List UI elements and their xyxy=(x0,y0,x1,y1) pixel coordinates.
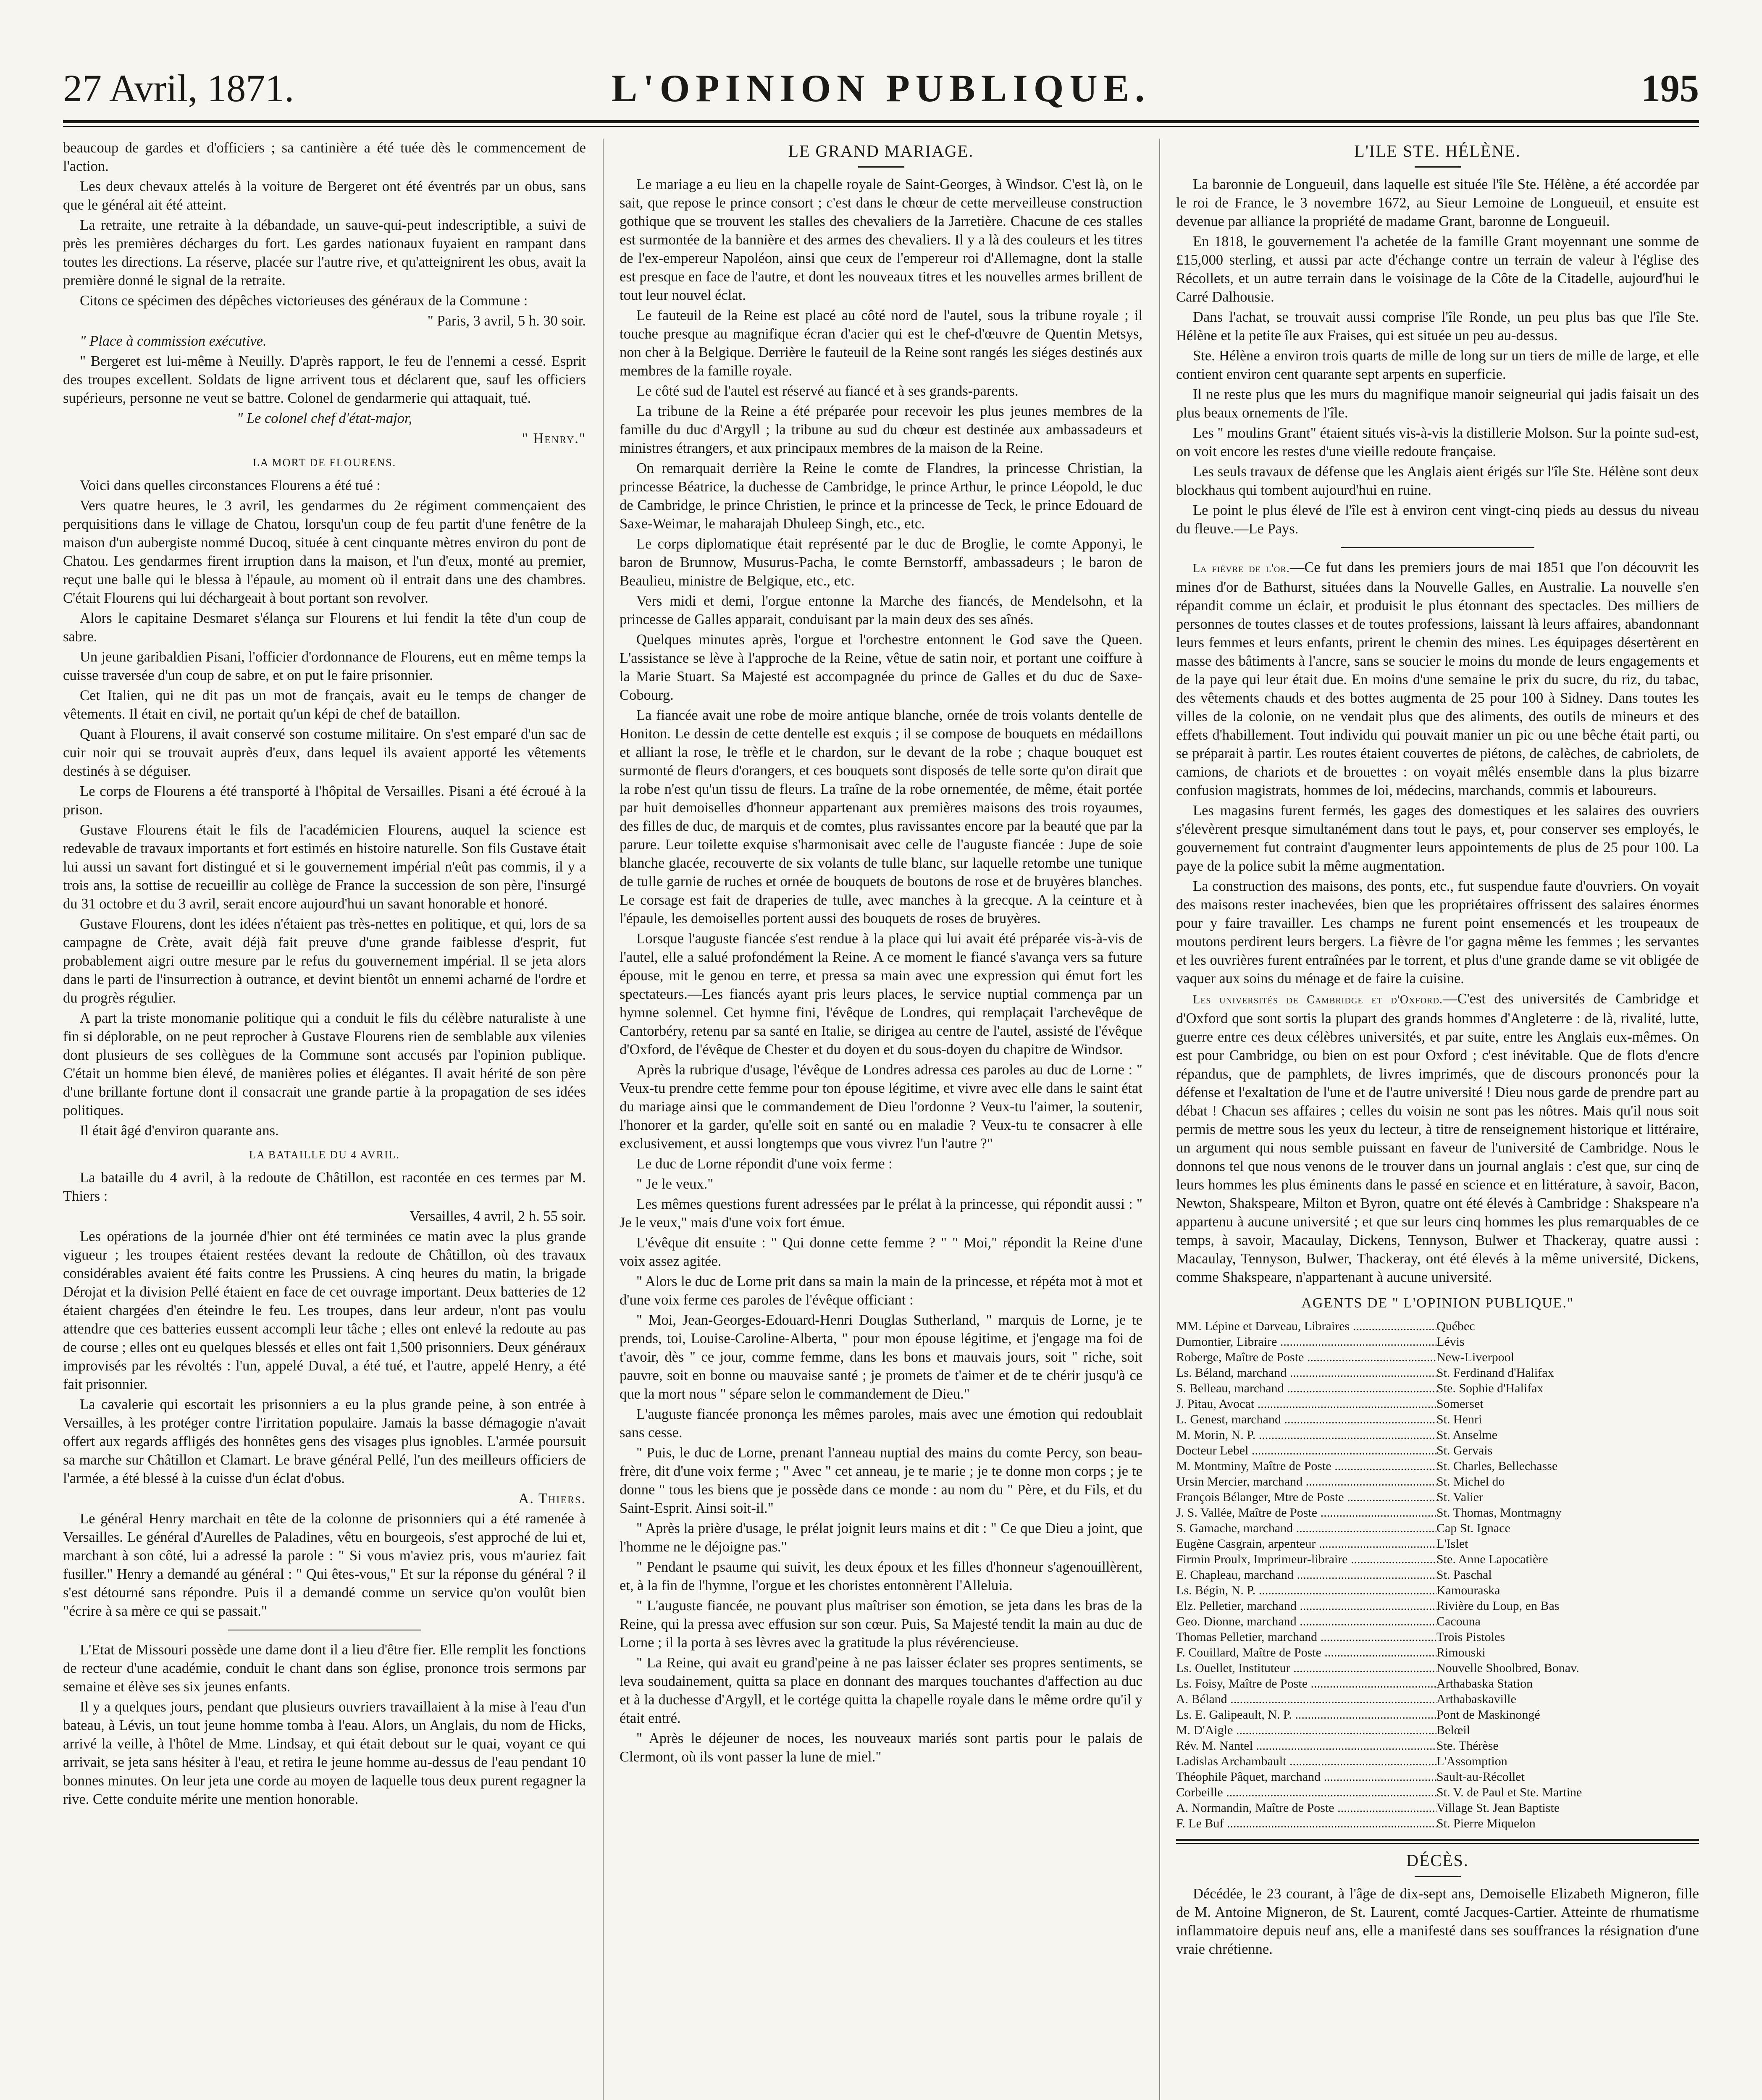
agent-place: Kamouraska xyxy=(1436,1583,1500,1597)
agent-place: Somerset xyxy=(1436,1397,1484,1411)
agent-name: M. Montminy, Maître de Poste ..... xyxy=(1176,1458,1436,1474)
paragraph: Vers quatre heures, le 3 avril, les gendarmes du 2e régiment commençaient des perquisitions dans le village de Chatou, lorsqu'un coup de feu partit d'une fenêtre de la maison d'un aubergiste nommé Ducoq, située à cent cinquante mètres environ du pont de Chatou. Les gendarmes firent irruption dans la maison, et l'un d'eux, monté au premier, reçut une balle qui le blessa à l'épaule, au moment où il entrait dans une des chambres. C'était Flourens qui lui déchargeait à bout portant son revolver. xyxy=(63,498,586,606)
agent-place: Rimouski xyxy=(1436,1646,1486,1659)
agent-row xyxy=(1176,1629,1699,1645)
agent-place: New-Liverpool xyxy=(1436,1350,1514,1364)
column-2 xyxy=(620,139,1142,2100)
agent-row xyxy=(1176,1754,1699,1769)
paragraph: Citons ce spécimen des dépêches victorieuses des généraux de la Commune : xyxy=(80,293,528,309)
agent-place: Lévis xyxy=(1436,1335,1465,1349)
agent-place: St. V. de Paul et Ste. Martine xyxy=(1436,1785,1582,1799)
agent-row xyxy=(1176,1489,1699,1505)
masthead-rule xyxy=(63,120,1699,123)
agent-place: St. Thomas, Montmagny xyxy=(1436,1506,1562,1520)
column-divider xyxy=(603,139,604,2100)
paragraph: La retraite, une retraite à la débandade, un sauve-qui-peut indescriptible, a suivi de près les premières décharges du fort. Les gardes nationaux fuyaient en rampant dans toutes les directions. La réserve, placée sur l'autre rive, et qu'atteignirent les obus, avait la première donné le signal de la retraite. xyxy=(63,217,586,289)
agent-row xyxy=(1176,1396,1699,1412)
agent-row xyxy=(1176,1349,1699,1365)
agent-place: Arthabaskaville xyxy=(1436,1692,1516,1706)
paragraph: Les deux chevaux attelés à la voiture de Bergeret ont été éventrés par un obus, sans que le général ait été atteint. xyxy=(63,178,586,213)
paragraph: " Pendant le psaume qui suivit, les deux époux et les filles d'honneur s'agenouillèrent, et, à la fin de l'hymne, l'orgue et les choristes entonnèrent l'Alleluia. xyxy=(620,1559,1142,1593)
paragraph: Voici dans quelles circonstances Flourens a été tué : xyxy=(80,478,381,494)
agent-row xyxy=(1176,1381,1699,1396)
agent-row xyxy=(1176,1583,1699,1598)
agent-row xyxy=(1176,1520,1699,1536)
dispatch-body: " Bergeret est lui-même à Neuilly. D'après rapport, le feu de l'ennemi a cessé. Esprit des troupes excellent. Soldats de ligne arrivent tous et déclarent que, sauf les officiers supérieurs, personne ne veut se battre. Colonel de gendarmerie qui attaquait, tué. xyxy=(63,353,586,406)
agent-name: Ls. Béland, marchand ..... xyxy=(1176,1365,1436,1381)
paragraph: On remarquait derrière la Reine le comte de Flandres, la princesse Christian, la princesse Béatrice, la duchesse de Cambridge, le prince Arthur, le prince Léopold, le duc de Cambridge, le prince Christien, le prince et la princesse de Teck, le prince Edouard de Saxe-Weimar, le maharajah Dhuleep Singh, etc., etc. xyxy=(620,460,1142,532)
paragraph: Le général Henry marchait en tête de la colonne de prisonniers qui a été ramenée à Versailles. Le général d'Aurelles de Paladines, vêtu en bourgeois, s'est approché de lui et, marchant à son côté, lui a adressé la parole : " Si vous m'aviez pris, vous m'auriez fait fusiller." Henry a demandé au général : " Qui êtes-vous," Et sur la réponse du général ? il s'est détourné sans répondre. Puis il a demandé comme un service qu'on voulût bien "écrire à sa mère ce qui se passait." xyxy=(63,1511,586,1619)
paragraph: L'Etat de Missouri possède une dame dont il a lieu d'être fier. Elle remplit les fonctions de recteur d'une académie, conduit le chant dans son église, prononce trois sermons par semaine et élève ses six jeunes enfants. xyxy=(63,1642,586,1695)
paragraph: Lorsque l'auguste fiancée s'est rendue à la place qui lui avait été préparée vis-à-vis de l'autel, elle a salué profondément la Reine. A ce moment le fiancé s'avança vers sa future épouse, mit le genou en terre, et pressa sa main avec une expression qui émut fort les spectateurs.—Les fiancés ayant pris leurs places, le service nuptial commença par un hymne solennel. Cet hymne fini, l'évêque de Londres, qui remplaçait l'archevêque de Cantorbéry, retenu par sa santé en Italie, se dirigea au centre de l'autel, assisté de l'évêque d'Oxford, de l'évêque de Chester et du doyen et du sous-doyen du chapitre de Windsor. xyxy=(620,931,1142,1058)
agents-heading: AGENTS DE " L'OPINION PUBLIQUE." xyxy=(1301,1295,1574,1311)
agent-name: S. Belleau, marchand ..... xyxy=(1176,1381,1436,1396)
agent-row xyxy=(1176,1536,1699,1551)
agent-row xyxy=(1176,1365,1699,1381)
agent-place: Ste. Sophie d'Halifax xyxy=(1436,1381,1544,1395)
paragraph: " La Reine, qui avait eu grand'peine à ne pas laisser éclater ses propres sentiments, se leva soudainement, quitta sa place en donnant des marques touchantes d'affection au duc et à la duchesse d'Argyll, et le cortége quitta la chapelle royale dans le même ordre qu'il y était entré. xyxy=(620,1655,1142,1726)
agent-place: Arthabaska Station xyxy=(1436,1677,1533,1690)
paragraph: La tribune de la Reine a été préparée pour recevoir les plus jeunes membres de la famille du duc d'Argyll ; la tribune au sud du chœur est destinée aux ambassadeurs et ministres étrangers, et aux principaux membres de la maison de la Reine. xyxy=(620,403,1142,456)
paragraph: La fiancée avait une robe de moire antique blanche, ornée de trois volants dentelle de Honiton. Le dessin de cette dentelle est exquis ; il se compose de bouquets en médaillons et alliant la rose, le trèfle et le chardon, sur le devant de la robe ; chaque bouquet est surmonté de fleurs d'orangers, et ces bouquets sont disposés de telle sorte qu'on dirait que la robe n'est qu'un tissu de fleurs. La traîne de la robe ornementée, de même, était portée par huit demoiselles d'honneur appartenant aux premières maisons des trois royaumes, des filles de duc, de marquis et de comtes, plus ravissantes encore par la beauté que par la parure. Leur toilette exquise s'harmonisait avec celle de l'auguste fiancée : Jupe de soie blanche glacée, recouverte de six volants de tulle blanc, sur laquelle retombe une tunique de tulle garnie de ruches et ornée de bouquets de boutons de rose et de bruyères blanches. Le corsage est fait de draperies de tulle, avec manches à la grecque. A la ceinture et à l'épaule, les demoiselles portent aussi des bouquets de roses de bruyères. xyxy=(620,707,1142,927)
agent-place: Rivière du Loup, en Bas xyxy=(1436,1599,1560,1613)
paragraph: Le point le plus élevé de l'île est à environ cent vingt-cinq pieds au dessus du niveau du fleuve.—Le Pays. xyxy=(1176,502,1699,537)
agent-name: Docteur Lebel ..... xyxy=(1176,1443,1436,1458)
agent-row xyxy=(1176,1598,1699,1614)
paragraph-lead: La fièvre de l'or. xyxy=(1193,562,1290,575)
paragraph: Il était âgé d'environ quarante ans. xyxy=(80,1123,279,1139)
separator-rule-thick xyxy=(1176,1839,1699,1841)
agent-place: Village St. Jean Baptiste xyxy=(1436,1801,1560,1815)
agent-place: L'Islet xyxy=(1436,1537,1468,1551)
separator-rule xyxy=(1341,547,1534,548)
agent-row xyxy=(1176,1707,1699,1722)
paragraph xyxy=(1176,558,1699,800)
agent-row xyxy=(1176,1505,1699,1520)
masthead xyxy=(63,63,1699,118)
dispatch-signature-name: " Henry." xyxy=(522,430,586,446)
paragraph: Il y a quelques jours, pendant que plusieurs ouvriers travaillaient à la mise à l'eau d'un bateau, à Lévis, un tout jeune homme tomba à l'eau. Alors, un Anglais, du nom de Hicks, arrivé la veille, à l'hôtel de Mme. Lindsay, et qui était debout sur le quai, voyant ce qui arrivait, se jeta sans hésiter à l'eau, et retira le jeune homme au-dessus de l'eau pendant 10 bonnes minutes. On leur jeta une corde au moyen de laquelle tous deux purent regagner la rive. Cette conduite mérite une mention honorable. xyxy=(63,1699,586,1807)
paragraph: beaucoup de gardes et d'officiers ; sa cantinière a été tuée dès le commencement de l'action. xyxy=(63,140,586,174)
paragraph: " Après la prière d'usage, le prélat joignit leurs mains et dit : " Ce que Dieu a joint, que l'homme ne le déjoigne pas." xyxy=(620,1520,1142,1555)
paragraph: Après la rubrique d'usage, l'évêque de Londres adressa ces paroles au duc de Lorne : " Veux-tu prendre cette femme pour ton épouse légitime, et vivre avec elle dans le saint état du mariage ainsi que le commandement de Dieu l'ordonne ? Veux-tu l'aimer, la soutenir, l'honorer et la garder, qu'elle soit en santé ou en maladie ? Veux-tu te consacrer à elle exclusivement, et aussi longtemps que vous vivrez l'un l'autre ?" xyxy=(620,1062,1142,1152)
section-subheading: LA MORT DE FLOURENS. xyxy=(252,457,397,469)
paragraph xyxy=(1176,990,1699,1286)
paragraph: La bataille du 4 avril, à la redoute de Châtillon, est racontée en ces termes par M. Thiers : xyxy=(63,1170,586,1204)
agent-place: St. Michel do xyxy=(1436,1475,1505,1488)
paragraph: Dans l'achat, se trouvait aussi comprise l'île Ronde, un peu plus bas que l'île Ste. Hélène et la petite île aux Fraises, qui est située un peu au-dessus. xyxy=(1176,309,1699,344)
agent-place: Pont de Maskinongé xyxy=(1436,1708,1540,1722)
agent-row xyxy=(1176,1816,1699,1831)
agent-name: F. Le Buf ..... xyxy=(1176,1816,1436,1831)
agent-place: St. Charles, Bellechasse xyxy=(1436,1459,1558,1473)
agent-row xyxy=(1176,1443,1699,1458)
agent-place: Ste. Thérèse xyxy=(1436,1739,1499,1753)
agent-row xyxy=(1176,1318,1699,1334)
paragraph: Les " moulins Grant" étaient situés vis-à-vis la distillerie Molson. Sur la pointe sud-est, on voit encore les restes d'une vieille redoute française. xyxy=(1176,425,1699,459)
paragraph: " Alors le duc de Lorne prit dans sa main la main de la princesse, et répéta mot à mot et d'une voix ferme ces paroles de l'évêque officiant : xyxy=(620,1273,1142,1308)
paragraph-body: —Ce fut dans les premiers jours de mai 1851 que l'on découvrit les mines d'or de Bathurst, situées dans la Nouvelle Galles, en Australie. La nouvelle s'en répandit comme un éclair, et produisit le plus étonnant des spectacles. Des milliers de personnes de toutes classes et de toutes professions, laissant là leurs affaires, abandonnant leurs femmes et leurs enfants, prirent le chemin des mines. Les équipages désertèrent en masse des bâtiments à l'ancre, sans se soucier le moins du monde de leurs engagements et de la paye qui leur était due. En moins d'une semaine le prix du sucre, du riz, du tabac, des vêtements chauds et des bottes augmenta de 25 pour 100 à Sidney. Dans toutes les villes de la colonie, on ne vendait plus que des aliments, des outils de mineurs et des effets d'habillement. Tout individu qui pouvait manier un pic ou une bêche était parti, ou se préparait à partir. Les routes étaient couvertes de piétons, de calèches, de cabriolets, de camions, de chariots et de brouettes : on voyait mêlés ensemble dans la plus bizarre confusion magistrats, hommes de loi, médecins, marchands, commis et laboureurs. xyxy=(1176,559,1699,798)
agent-name: Elz. Pelletier, marchand ..... xyxy=(1176,1598,1436,1614)
paragraph: Le fauteuil de la Reine est placé au côté nord de l'autel, sous la tribune royale ; il touche presque au magnifique écran d'acier qui est le chef-d'œuvre de Quentin Metsys, non cher à la Belgique. Derrière le fauteuil de la Reine sont rangés les siéges destinés aux membres de la famille royale. xyxy=(620,307,1142,379)
paragraph: Gustave Flourens était le fils de l'académicien Flourens, auquel la science est redevable de travaux importants et fort estimés en histoire naturelle. Son fils Gustave était lui aussi un savant fort distingué et si le gouvernement impérial n'eût pas commis, il y a trois ans, la sottise de recueillir au collège de France la succession de son père, l'insurgé du 31 octobre et du 3 avril, serait encore aujourd'hui un savant honorable et honoré. xyxy=(63,822,586,912)
agent-row xyxy=(1176,1474,1699,1489)
dispatch-dateline: Versailles, 4 avril, 2 h. 55 soir. xyxy=(410,1208,586,1224)
agent-place: Trois Pistoles xyxy=(1436,1630,1505,1644)
paragraph: La baronnie de Longueuil, dans laquelle est située l'île Ste. Hélène, a été accordée par le roi de France, le 3 novembre 1672, au Sieur Lemoine de Longueuil, et ensuite est devenue par alliance la propriété de madame Grant, baronne de Longueuil. xyxy=(1176,176,1699,229)
article-heading: LE GRAND MARIAGE. xyxy=(788,142,974,160)
agent-name: J. S. Vallée, Maître de Poste ..... xyxy=(1176,1505,1436,1520)
dispatch-dateline: " Paris, 3 avril, 5 h. 30 soir. xyxy=(427,313,586,329)
agent-name: S. Gamache, marchand ..... xyxy=(1176,1520,1436,1536)
signature: A. Thiers. xyxy=(518,1491,586,1507)
agent-name: Ladislas Archambault ..... xyxy=(1176,1754,1436,1769)
agent-name: L. Genest, marchand ..... xyxy=(1176,1412,1436,1427)
paragraph: Les seuls travaux de défense que les Anglais aient érigés sur l'île Ste. Hélène sont deux blockhaus qui tombent aujourd'hui en ruine. xyxy=(1176,464,1699,498)
agent-name: Thomas Pelletier, marchand ..... xyxy=(1176,1629,1436,1645)
article-heading: L'ILE STE. HÉLÈNE. xyxy=(1354,142,1521,160)
section-subheading: LA BATAILLE DU 4 AVRIL. xyxy=(249,1149,400,1161)
agent-row xyxy=(1176,1412,1699,1427)
paragraph: Quant à Flourens, il avait conservé son costume militaire. On s'est emparé d'un sac de cuir noir qui se trouvait auprès d'eux, dans lequel ils avaient apporté les vêtements destinés à se déguiser. xyxy=(63,726,586,779)
agent-row xyxy=(1176,1800,1699,1816)
paragraph: Le duc de Lorne répondit d'une voix ferme : xyxy=(636,1156,893,1172)
agent-name: Corbeille ..... xyxy=(1176,1785,1436,1800)
agent-row xyxy=(1176,1645,1699,1660)
dispatch-address: " Place à commission exécutive. xyxy=(80,333,267,349)
agent-name: F. Couillard, Maître de Poste ..... xyxy=(1176,1645,1436,1660)
agent-name: E. Chapleau, marchand ..... xyxy=(1176,1567,1436,1583)
paragraph: Le côté sud de l'autel est réservé au fiancé et à ses grands-parents. xyxy=(636,383,1019,399)
paragraph: Quelques minutes après, l'orgue et l'orchestre entonnent le God save the Queen. L'assistance se lève à l'approche de la Reine, vêtue de satin noir, et portant une coiffure à la Marie Stuart. Sa Majesté est accompagnée du prince de Galles et du duc de Saxe-Cobourg. xyxy=(620,632,1142,703)
paragraph: " L'auguste fiancée, ne pouvant plus maîtriser son émotion, se jeta dans les bras de la Reine, qui la pressa avec effusion sur son cœur. Puis, Sa Majesté tendit la main au duc de Lorne ; il la porta à ses lèvres avec la gratitude la plus révérencieuse. xyxy=(620,1598,1142,1651)
agent-place: St. Valier xyxy=(1436,1490,1484,1504)
paragraph: Alors le capitaine Desmaret s'élança sur Flourens et lui fendit la tête d'un coup de sabre. xyxy=(63,610,586,645)
agent-row xyxy=(1176,1676,1699,1691)
paragraph: L'évêque dit ensuite : " Qui donne cette femme ? " " Moi," répondit la Reine d'une voix assez agitée. xyxy=(620,1235,1142,1269)
agent-place: St. Ferdinand d'Halifax xyxy=(1436,1366,1554,1380)
heading-rule xyxy=(1415,1876,1461,1877)
agent-name: Roberge, Maître de Poste ..... xyxy=(1176,1349,1436,1365)
masthead-rule-thin xyxy=(63,126,1699,127)
paragraph: Un jeune garibaldien Pisani, l'officier d'ordonnance de Flourens, eut en même temps la cuisse traversée d'un coup de sabre, et on put le faire prisonnier. xyxy=(63,649,586,683)
paragraph: Cet Italien, qui ne dit pas un mot de français, avait eu le temps de changer de vêtements. Il était en civil, ne portait qu'un képi de chef de bataillon. xyxy=(63,688,586,722)
agent-row xyxy=(1176,1334,1699,1349)
paragraph: Ste. Hélène a environ trois quarts de mille de long sur un tiers de mille de large, et elle contient environ cent quarante sept arpents en superficie. xyxy=(1176,348,1699,382)
agent-name: François Bélanger, Mtre de Poste ..... xyxy=(1176,1489,1436,1505)
agent-name: Rév. M. Nantel ..... xyxy=(1176,1738,1436,1754)
paragraph: L'auguste fiancée prononça les mêmes paroles, mais avec une émotion qui redoublait sans cesse. xyxy=(620,1406,1142,1441)
agent-name: M. D'Aigle ..... xyxy=(1176,1722,1436,1738)
agent-row xyxy=(1176,1427,1699,1443)
agent-place: St. Anselme xyxy=(1436,1428,1498,1442)
paragraph: La cavalerie qui escortait les prisonniers a eu la plus grande peine, à son entrée à Versailles, à les protéger contre l'irritation populaire. Jamais la basse démagogie n'avait offert aux regards affligés des honnêtes gens des visages plus ignobles. L'armée poursuit sa marche sur Châtillon et Clamart. Le brave général Pellé, l'un des meilleurs officiers de l'armée, a été blessé à la cuisse d'un éclat d'obus. xyxy=(63,1396,586,1486)
agent-place: Ste. Anne Lapocatière xyxy=(1436,1552,1548,1566)
agent-name: Ls. Bégin, N. P. ..... xyxy=(1176,1583,1436,1598)
agent-row xyxy=(1176,1614,1699,1629)
paragraph: A part la triste monomanie politique qui a conduit le fils du célèbre naturaliste à une fin si déplorable, on ne peut reprocher à Gustave Flourens rien de semblable aux vilenies dont plusieurs de ses collègues de la Commune sont accusés par l'opinion publique. C'était un homme bien élevé, de manières polies et élégantes. Il avait hérité de son père d'une brillante fortune dont il consacrait une grande partie à la propagation de ses idées politiques. xyxy=(63,1010,586,1118)
paragraph: Le mariage a eu lieu en la chapelle royale de Saint-Georges, à Windsor. C'est là, on le sait, que repose le prince consort ; c'est dans le chœur de cette merveilleuse construction gothique que se trouvent les stalles des chevaliers de la Jarretière. Chacune de ces stalles est surmontée de la bannière et des armes des chevaliers. Il y a là des couleurs et les titres de l'ex-empereur Napoléon, ainsi que ceux de l'empereur roi d'Allemagne, dont la stalle est presque en face de l'autre, et dont les nouveaux titres et les nouvelles armes brillent de tout leur nouvel éclat. xyxy=(620,176,1142,303)
agent-row xyxy=(1176,1691,1699,1707)
agent-name: A. Normandin, Maître de Poste ..... xyxy=(1176,1800,1436,1816)
agents-list xyxy=(1176,1318,1699,1831)
paragraph-body: —C'est des universités de Cambridge et d'Oxford que sont sortis la plupart des grands hommes d'Angleterre : de là, rivalité, lutte, guerre entre ces deux célèbres universités, et par suite, entre les Anglais eux-mêmes. On est pour Cambridge, ou bien on est pour Oxford ; c'est inévitable. Que de flots d'encre répandus, que de pamphlets, de livres imprimés, que de discours prononcés pour la défense et l'exaltation de l'une et de l'autre université ! Dieu nous garde de prendre part au débat ! Chacun ses affaires ; celles du voisin ne sont pas les nôtres. Mais qu'il nous soit permis de mettre sous les yeux du lecteur, à titre de renseignement historique et littéraire, un argument qui nous semble puissant en faveur de l'université de Cambridge. Nous le donnons tel que nous venons de le trouver dans un journal anglais : c'est que, sur cinq de leurs hommes les plus éminents dans le passé en science et en littérature, à savoir, Bacon, Newton, Shakspeare, Milton et Byron, quatre ont été élevés à Cambridge : Shakspeare n'a appartenu à aucune université ; et que sur leurs cinq hommes les plus remarquables de ce temps, à savoir, Macaulay, Dickens, Tennyson, Bulwer et Thackeray, quatre aussi : Macaulay, Tennyson, Bulwer, Thackeray, ont été élevés à la même université, Dickens, comme Shakspeare, n'appartenant à aucune université. xyxy=(1176,991,1699,1285)
agent-place: Cacouna xyxy=(1436,1614,1481,1628)
page-number: 195 xyxy=(1641,67,1699,110)
column-divider xyxy=(1159,139,1160,2100)
paragraph: La construction des maisons, des ponts, etc., fut suspendue faute d'ouvriers. On voyait des maisons rester inachevées, bien que les propriétaires offrissent des salaires énormes pour y faire travailler. Les champs ne furent point ensemencés et les troupeaux de moutons perdirent leurs bergers. La fièvre de l'or gagna même les femmes ; les servantes et les ouvrières furent entraînées par le torrent, et plus d'une grande dame se vit obligée de vaquer aux soins du ménage et de faire la cuisine. xyxy=(1176,878,1699,987)
agent-name: Ls. Foisy, Maître de Poste ..... xyxy=(1176,1676,1436,1691)
agent-name: A. Béland ..... xyxy=(1176,1691,1436,1707)
agent-place: Belœil xyxy=(1436,1723,1470,1737)
agent-name: J. Pitau, Avocat ..... xyxy=(1176,1396,1436,1412)
agent-row xyxy=(1176,1458,1699,1474)
agent-row xyxy=(1176,1660,1699,1676)
agent-row xyxy=(1176,1785,1699,1800)
agent-name: MM. Lépine et Darveau, Libraires ..... xyxy=(1176,1318,1436,1334)
paragraph: Gustave Flourens, dont les idées n'étaient pas très-nettes en politique, et qui, lors de sa campagne de Crète, avait déjà fait preuve d'une grande faiblesse d'esprit, fut probablement aigri outre mesure par le refus du gouvernement impérial. Il se jeta alors dans le parti de l'insurrection à outrance, et devint bientôt un ennemi acharné de l'ordre et du progrès régulier. xyxy=(63,916,586,1006)
paragraph: " Je le veux." xyxy=(636,1176,714,1192)
paragraph-lead: Les universités de Cambridge et d'Oxford. xyxy=(1193,993,1443,1006)
agent-row xyxy=(1176,1722,1699,1738)
agent-name: Ls. Ouellet, Instituteur ..... xyxy=(1176,1660,1436,1676)
paragraph: " Après le déjeuner de noces, les nouveaux mariés sont partis pour le palais de Clermont, où ils vont passer la lune de miel." xyxy=(620,1730,1142,1765)
paragraph: Le corps de Flourens a été transporté à l'hôpital de Versailles. Pisani a été écroué à la prison. xyxy=(63,783,586,818)
agent-name: Ls. E. Galipeault, N. P. ..... xyxy=(1176,1707,1436,1722)
agent-place: Québec xyxy=(1436,1319,1475,1333)
paragraph: En 1818, le gouvernement l'a achetée de la famille Grant moyennant une somme de £15,000 sterling, et aussi par acte d'échange contre un terrain de valeur à l'église des Récollets, et un autre terrain dans le voisinage de la Côte de la Citadelle, aujourd'hui le Carré Dalhousie. xyxy=(1176,234,1699,305)
paragraph: Décédée, le 23 courant, à l'âge de dix-sept ans, Demoiselle Elizabeth Migneron, fille de M. Antoine Migneron, de St. Laurent, comté Jacques-Cartier. Atteinte de rhumatisme inflammatoire depuis neuf ans, elle a manifesté dans ses souffrances la résignation d'une vraie chrétienne. xyxy=(1176,1886,1699,1957)
heading-rule xyxy=(858,166,904,168)
agent-place: Sault-au-Récollet xyxy=(1436,1770,1525,1784)
agent-place: L'Assomption xyxy=(1436,1754,1507,1768)
agent-place: St. Henri xyxy=(1436,1412,1482,1426)
issue-date: 27 Avril, 1871. xyxy=(63,67,294,110)
paragraph: Le corps diplomatique était représenté par le duc de Broglie, le comte Apponyi, le baron de Brunnow, Musurus-Pacha, le comte Bernstorff, ambassadeurs ; le baron de Beaulieu, ministre de Belgique, etc., etc. xyxy=(620,536,1142,589)
agent-name: Firmin Proulx, Imprimeur-libraire ..... xyxy=(1176,1551,1436,1567)
agent-place: St. Gervais xyxy=(1436,1444,1493,1457)
agent-name: Théophile Pâquet, marchand ..... xyxy=(1176,1769,1436,1785)
dispatch-signature: " Le colonel chef d'état-major, xyxy=(236,410,412,426)
separator-rule-thin xyxy=(1176,1843,1699,1844)
newspaper-title: L'OPINION PUBLIQUE. xyxy=(611,67,1151,110)
paragraph: " Moi, Jean-Georges-Edouard-Henri Douglas Sutherland, " marquis de Lorne, je te prends, toi, Louise-Caroline-Alberta, " pour mon épouse légitime, et j'engage ma foi de t'avoir, dès " ce jour, comme femme, dans les bons et mauvais jours, soit " riche, soit pauvre, soit en bonne ou mauvaise santé ; je promets de t'aimer et de te chérir jusqu'à ce que la mort nous " sépare selon le commandement de Dieu." xyxy=(620,1312,1142,1402)
paragraph: Vers midi et demi, l'orgue entonne la Marche des fiancés, de Mendelsohn, et la princesse de Galles apparait, conduisant par la main deux des ses aînés. xyxy=(620,593,1142,627)
agent-place: Cap St. Ignace xyxy=(1436,1521,1510,1535)
agent-row xyxy=(1176,1567,1699,1583)
paragraph: Il ne reste plus que les murs du magnifique manoir seigneurial qui jadis faisait un des plus beaux ornements de l'île. xyxy=(1176,386,1699,421)
agent-name: Geo. Dionne, marchand ..... xyxy=(1176,1614,1436,1629)
column-3 xyxy=(1176,139,1699,2100)
agent-name: Dumontier, Libraire ..... xyxy=(1176,1334,1436,1349)
agent-name: M. Morin, N. P. ..... xyxy=(1176,1427,1436,1443)
agent-place: St. Paschal xyxy=(1436,1568,1492,1582)
agent-row xyxy=(1176,1551,1699,1567)
agent-row xyxy=(1176,1769,1699,1785)
paragraph: " Puis, le duc de Lorne, prenant l'anneau nuptial des mains du comte Percy, son beau-frère, dit d'une voix ferme ; " Avec " cet anneau, je te marie ; je te donne mon corps ; je te donne " tous les biens que je possède dans ce monde : au nom du " Père, et du Fils, et du Saint-Esprit. Ainsi soit-il." xyxy=(620,1445,1142,1516)
column-1 xyxy=(63,139,586,2100)
paragraph: Les mêmes questions furent adressées par le prélat à la princesse, qui répondit aussi : " Je le veux," mais d'une voix fort émue. xyxy=(620,1196,1142,1231)
agent-place: St. Pierre Miquelon xyxy=(1436,1816,1536,1830)
agent-place: Nouvelle Shoolbred, Bonav. xyxy=(1436,1661,1579,1675)
agent-name: Eugène Casgrain, arpenteur ..... xyxy=(1176,1536,1436,1551)
agent-name: Ursin Mercier, marchand ..... xyxy=(1176,1474,1436,1489)
deces-heading: DÉCÈS. xyxy=(1406,1851,1469,1870)
paragraph: Les opérations de la journée d'hier ont été terminées ce matin avec la plus grande vigueur ; les troupes étaient restées devant la redoute de Châtillon, où des travaux considérables avaient été faits contre les Prussiens. A cinq heures du matin, la brigade Dérojat et la division Pellé étaient en face de cet ouvrage important. Deux batteries de 12 étaient chargées d'en éteindre le feu. Les troupes, dans leur ardeur, n'ont pas voulu attendre que ces batteries eussent accompli leur tâche ; elles ont enlevé la redoute au pas de course ; elles ont eu quelques blessés et elles ont fait 1,500 prisonniers. Deux généraux improvisés par les révoltés : l'un, appelé Duval, a été tué, et l'autre, appelé Henry, a été fait prisonnier. xyxy=(63,1228,586,1392)
paragraph: Les magasins furent fermés, les gages des domestiques et les salaires des ouvriers s'élevèrent presque simultanément dans tout le pays, et, pour conserver ses employés, le gouvernement fut contraint d'augmenter leurs appointements de plus de 25 pour 100. La paye de la police subit la même augmentation. xyxy=(1176,803,1699,874)
heading-rule xyxy=(1415,166,1461,168)
agent-row xyxy=(1176,1738,1699,1754)
